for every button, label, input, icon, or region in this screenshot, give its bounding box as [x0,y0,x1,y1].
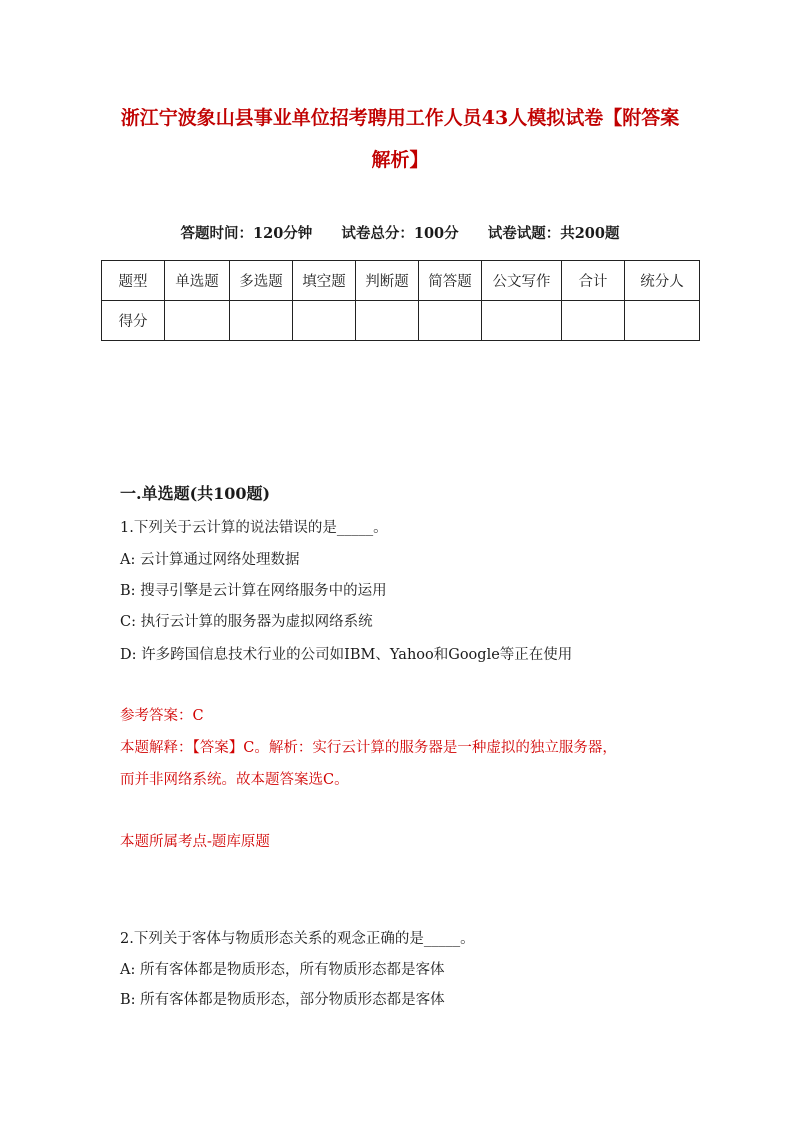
score-table-header-cell: 统分人 [625,261,700,301]
question-1-explanation-line-2: 而并非网络系统。故本题答案选C。 [120,772,349,788]
score-cell [482,301,562,341]
score-cell [165,301,230,341]
score-table-header-cell: 简答题 [419,261,482,301]
score-cell [356,301,419,341]
score-table-header-cell: 判断题 [356,261,419,301]
exam-total-score: 试卷总分：100分 [341,225,459,242]
score-table-header-cell: 多选题 [230,261,293,301]
question-2-stem: 2.下列关于客体与物质形态关系的观念正确的是_____。 [120,931,475,947]
question-1-option-d: D: 许多跨国信息技术行业的公司如IBM、Yahoo和Google等正在使用 [120,647,573,663]
question-2-option-a: A: 所有客体都是物质形态，所有物质形态都是客体 [120,962,445,978]
exam-meta [100,222,700,243]
exam-time: 答题时间：120分钟 [180,225,313,242]
score-table-header-row [102,261,700,301]
score-table-header-cell: 单选题 [165,261,230,301]
score-table-header-cell: 题型 [102,261,165,301]
question-1-source: 本题所属考点-题库原题 [120,834,270,850]
question-1-stem: 1.下列关于云计算的说法错误的是_____。 [120,520,388,536]
question-1-option-c: C: 执行云计算的服务器为虚拟网络系统 [120,614,373,630]
document-title-line-2: 解析】 [371,149,429,171]
score-table [101,260,700,341]
score-cell [230,301,293,341]
document-title-line-1: 浙江宁波象山县事业单位招考聘用工作人员43人模拟试卷【附答案 [120,107,680,129]
question-1-explanation-line-1: 本题解释：【答案】C。解析：实行云计算的服务器是一种虚拟的独立服务器， [120,740,617,756]
score-cell [625,301,700,341]
score-cell [562,301,625,341]
score-cell [293,301,356,341]
score-table-header-cell: 合计 [562,261,625,301]
question-1-answer: 参考答案：C [120,708,204,724]
exam-question-count: 试卷试题：共200题 [487,225,620,242]
score-table-score-row [102,301,700,341]
section-heading: 一.单选题(共100题) [120,484,271,503]
score-row-label: 得分 [102,301,165,341]
score-table-header-cell: 公文写作 [482,261,562,301]
score-table-header-cell: 填空题 [293,261,356,301]
question-2-option-b: B: 所有客体都是物质形态，部分物质形态都是客体 [120,992,445,1008]
question-1-option-a: A: 云计算通过网络处理数据 [120,552,300,568]
score-cell [419,301,482,341]
question-1-option-b: B: 搜寻引擎是云计算在网络服务中的运用 [120,583,387,599]
